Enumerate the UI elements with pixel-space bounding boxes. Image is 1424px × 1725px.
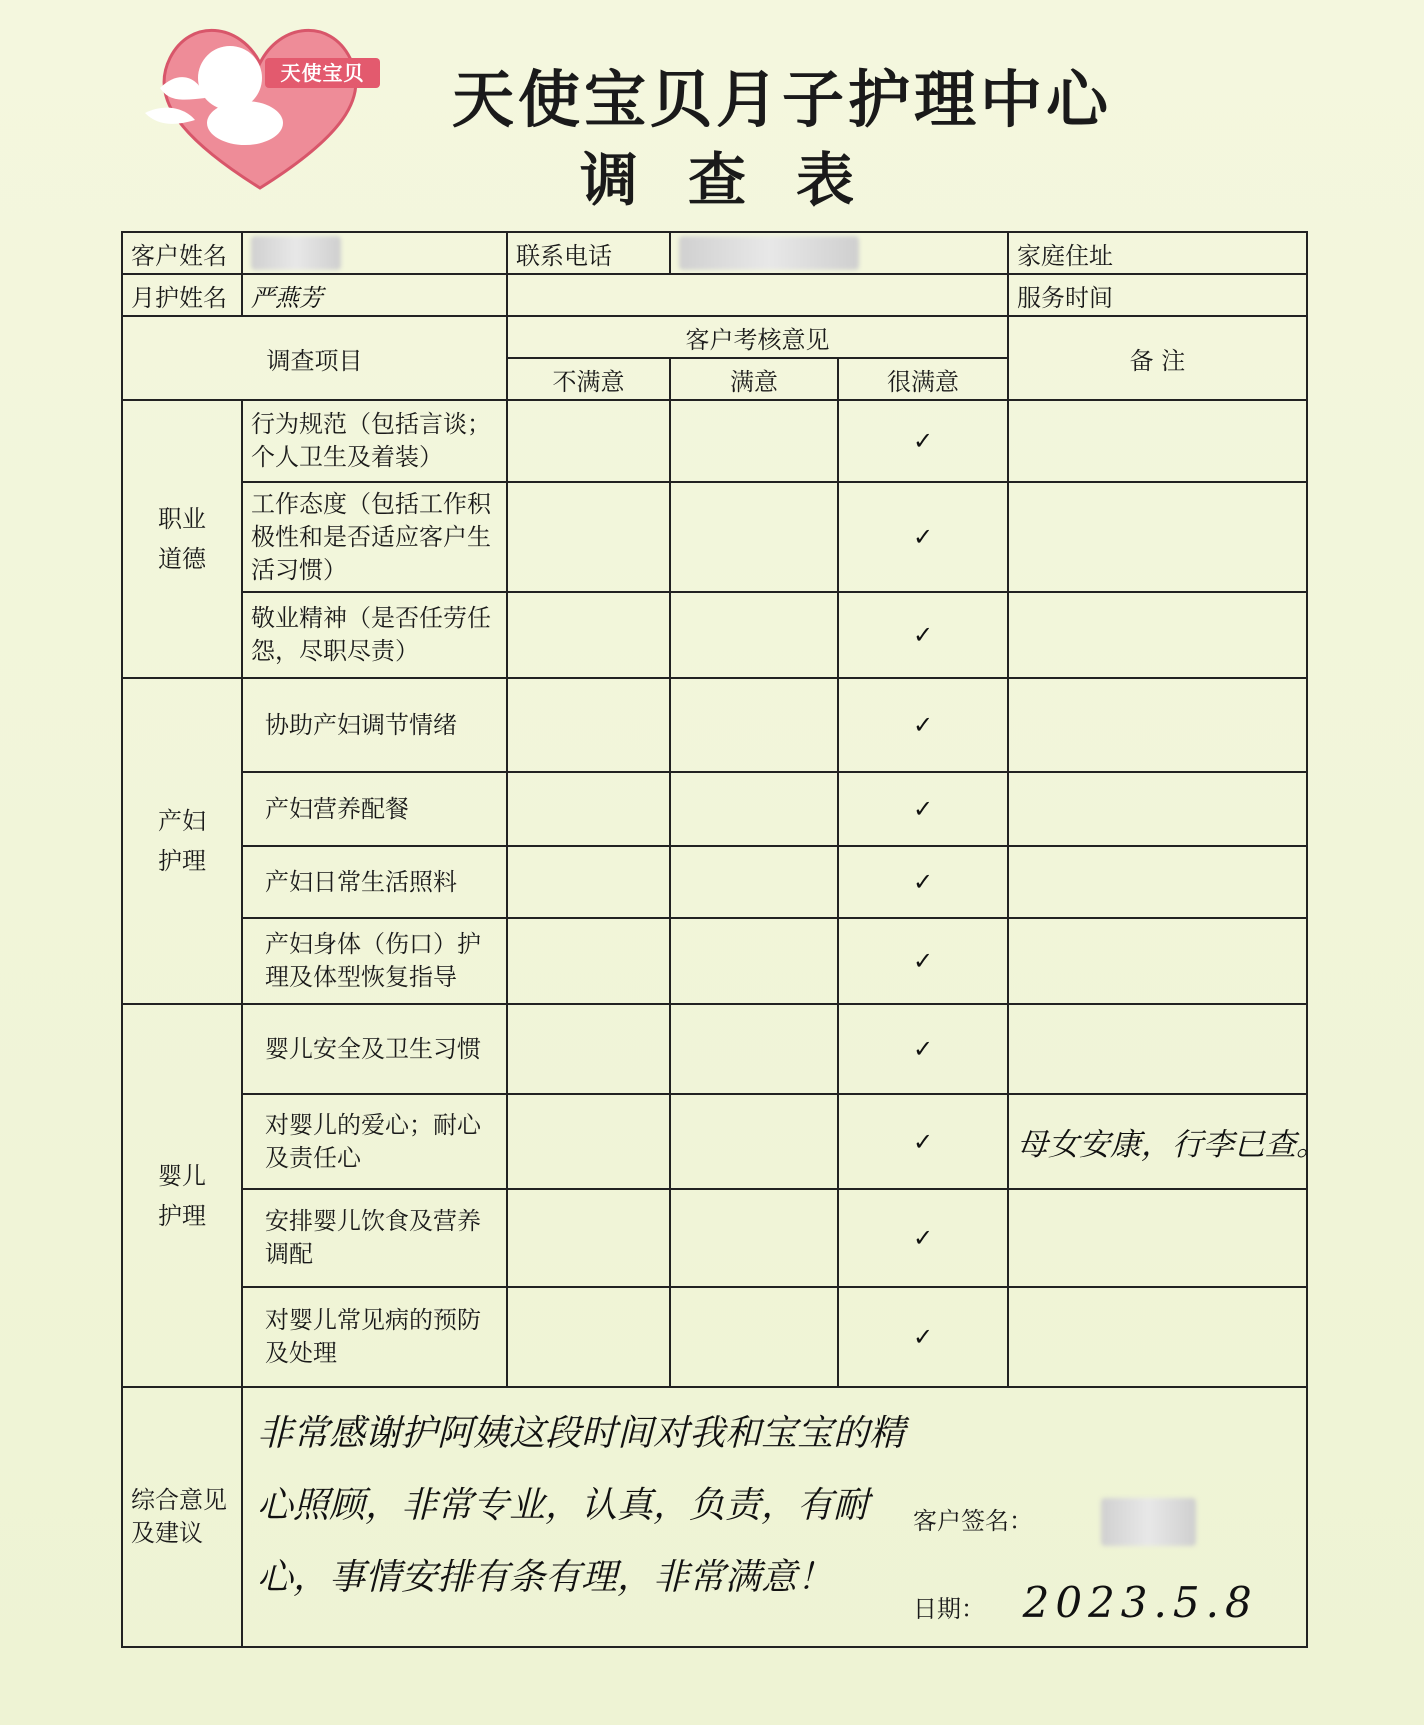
- item-text: 婴儿安全及卫生习惯: [242, 1004, 507, 1094]
- service-time-cell[interactable]: [1008, 274, 1307, 316]
- satisfied-cell[interactable]: [670, 772, 838, 846]
- page-title: 天使宝贝月子护理中心: [452, 63, 1113, 136]
- category-baby-care: 婴儿 护理: [122, 1004, 242, 1387]
- service-time-label: 服务时间: [1017, 283, 1113, 312]
- very-satisfied-check[interactable]: ✓: [838, 482, 1008, 592]
- satisfied-cell[interactable]: [670, 400, 838, 482]
- unsatisfied-cell[interactable]: [507, 1189, 670, 1287]
- very-satisfied-check[interactable]: ✓: [838, 772, 1008, 846]
- satisfied-cell[interactable]: [670, 918, 838, 1004]
- satisfied-cell[interactable]: [670, 482, 838, 592]
- unsatisfied-cell[interactable]: [507, 772, 670, 846]
- satisfied-cell[interactable]: [670, 678, 838, 772]
- satisfied-cell[interactable]: [670, 1004, 838, 1094]
- remark-cell[interactable]: [1008, 482, 1307, 592]
- redacted-signature: [1101, 1498, 1196, 1546]
- satisfied-cell[interactable]: [670, 592, 838, 678]
- item-text: 对婴儿的爱心；耐心及责任心: [242, 1094, 507, 1189]
- info-row-1: [122, 232, 1307, 274]
- table-row: [122, 1189, 1307, 1287]
- very-satisfied-check[interactable]: ✓: [838, 846, 1008, 918]
- very-satisfied-header: 很满意: [838, 358, 1008, 400]
- unsatisfied-cell[interactable]: [507, 678, 670, 772]
- unsatisfied-cell[interactable]: [507, 592, 670, 678]
- item-text: 行为规范（包括言谈；个人卫生及着装）: [242, 400, 507, 482]
- table-row: [122, 846, 1307, 918]
- satisfied-header: 满意: [670, 358, 838, 400]
- very-satisfied-check[interactable]: ✓: [838, 1094, 1008, 1189]
- very-satisfied-check[interactable]: ✓: [838, 1189, 1008, 1287]
- remark-cell[interactable]: [1008, 678, 1307, 772]
- page-subtitle: 调查表: [580, 146, 905, 214]
- customer-name-value[interactable]: [242, 232, 507, 274]
- date-value[interactable]: 2023.5.8: [1022, 1578, 1258, 1627]
- table-row: [122, 482, 1307, 592]
- signature-area: [913, 1498, 1196, 1546]
- date-area: [913, 1578, 1258, 1627]
- satisfied-cell[interactable]: [670, 1094, 838, 1189]
- table-row: [122, 592, 1307, 678]
- satisfied-cell[interactable]: [670, 846, 838, 918]
- category-mother-care: 产妇 护理: [122, 678, 242, 1004]
- caregiver-name-value[interactable]: 严燕芳: [242, 274, 507, 316]
- table-row: [122, 1287, 1307, 1387]
- item-text: 安排婴儿饮食及营养调配: [242, 1189, 507, 1287]
- unsatisfied-cell[interactable]: [507, 1094, 670, 1189]
- remark-cell[interactable]: [1008, 772, 1307, 846]
- very-satisfied-check[interactable]: ✓: [838, 592, 1008, 678]
- remarks-header: 备 注: [1008, 316, 1307, 400]
- very-satisfied-check[interactable]: ✓: [838, 918, 1008, 1004]
- remark-cell[interactable]: [1008, 1287, 1307, 1387]
- unsatisfied-cell[interactable]: [507, 1004, 670, 1094]
- phone-label: 联系电话: [507, 232, 670, 274]
- redacted-customer-name: [251, 236, 341, 270]
- signature-label: 客户签名：: [913, 1507, 1033, 1535]
- summary-row: [122, 1387, 1307, 1647]
- redacted-phone: [679, 236, 859, 270]
- remark-cell[interactable]: [1008, 400, 1307, 482]
- table-row: [122, 1094, 1307, 1189]
- very-satisfied-check[interactable]: ✓: [838, 1004, 1008, 1094]
- address-label: 家庭住址: [1017, 241, 1113, 270]
- caregiver-name-label: 月护姓名: [122, 274, 242, 316]
- item-text: 协助产妇调节情绪: [242, 678, 507, 772]
- table-row: [122, 678, 1307, 772]
- unsatisfied-header: 不满意: [507, 358, 670, 400]
- phone-value[interactable]: [670, 232, 1008, 274]
- header-row-1: [122, 316, 1307, 358]
- unsatisfied-cell[interactable]: [507, 1287, 670, 1387]
- unsatisfied-cell[interactable]: [507, 482, 670, 592]
- date-label: 日期：: [913, 1595, 985, 1623]
- unsatisfied-cell[interactable]: [507, 400, 670, 482]
- remark-cell[interactable]: [1008, 846, 1307, 918]
- unsatisfied-cell[interactable]: [507, 918, 670, 1004]
- info-row-2: [122, 274, 1307, 316]
- very-satisfied-check[interactable]: ✓: [838, 678, 1008, 772]
- angel-heart-logo: [140, 8, 380, 198]
- remark-cell[interactable]: [1008, 592, 1307, 678]
- item-text: 工作态度（包括工作积极性和是否适应客户生活习惯）: [242, 482, 507, 592]
- table-row: [122, 918, 1307, 1004]
- satisfied-cell[interactable]: [670, 1189, 838, 1287]
- table-row: [122, 400, 1307, 482]
- item-text: 产妇身体（伤口）护理及体型恢复指导: [242, 918, 507, 1004]
- table-row: [122, 772, 1307, 846]
- summary-cell[interactable]: [242, 1387, 1307, 1647]
- remark-cell[interactable]: 母女安康，行李已查。: [1008, 1094, 1307, 1189]
- survey-table: [121, 231, 1327, 1648]
- logo-text: 天使宝贝: [265, 58, 380, 88]
- unsatisfied-cell[interactable]: [507, 846, 670, 918]
- summary-comment[interactable]: 非常感谢护阿姨这段时间对我和宝宝的精心照顾，非常专业，认真，负责，有耐心，事情安排有条有理，非常满意！: [257, 1413, 906, 1598]
- customer-name-label: 客户姓名: [122, 232, 242, 274]
- survey-items-header: 调查项目: [122, 316, 507, 400]
- satisfied-cell[interactable]: [670, 1287, 838, 1387]
- summary-label: 综合意见及建议: [122, 1387, 242, 1647]
- blank-cell: [507, 274, 1008, 316]
- very-satisfied-check[interactable]: ✓: [838, 400, 1008, 482]
- opinion-header: 客户考核意见: [507, 316, 1008, 358]
- category-ethics: 职业 道德: [122, 400, 242, 678]
- table-row: [122, 1004, 1307, 1094]
- item-text: 敬业精神（是否任劳任怨，尽职尽责）: [242, 592, 507, 678]
- remark-cell[interactable]: [1008, 1004, 1307, 1094]
- item-text: 产妇日常生活照料: [242, 846, 507, 918]
- address-cell[interactable]: [1008, 232, 1307, 274]
- remark-cell[interactable]: [1008, 1189, 1307, 1287]
- item-text: 产妇营养配餐: [242, 772, 507, 846]
- very-satisfied-check[interactable]: ✓: [838, 1287, 1008, 1387]
- remark-cell[interactable]: [1008, 918, 1307, 1004]
- item-text: 对婴儿常见病的预防及处理: [242, 1287, 507, 1387]
